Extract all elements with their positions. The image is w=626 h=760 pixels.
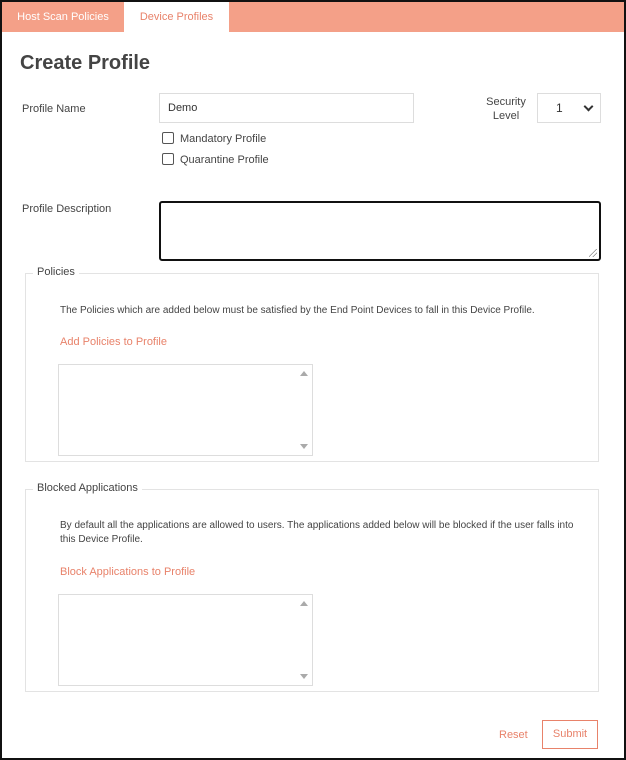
- policies-description: The Policies which are added below must be satisfied by the End Point Devices to fall in this Device Profile.: [60, 305, 535, 316]
- security-level-value: 1: [556, 101, 563, 115]
- block-applications-link[interactable]: Block Applications to Profile: [60, 566, 196, 578]
- security-level-label: Security Level: [486, 96, 526, 122]
- security-level-select[interactable]: [537, 93, 601, 123]
- mandatory-profile-label: Mandatory Profile: [180, 133, 267, 145]
- scroll-up-icon[interactable]: [300, 601, 308, 606]
- blocked-applications-listbox[interactable]: [58, 594, 313, 686]
- blocked-applications-section: [25, 482, 599, 692]
- page-title: Create Profile: [20, 52, 151, 74]
- quarantine-profile-row: [162, 153, 269, 167]
- chevron-down-icon: [584, 102, 594, 112]
- profile-name-label: Profile Name: [22, 103, 86, 115]
- blocked-applications-legend: Blocked Applications: [33, 482, 142, 494]
- policies-scrollbar[interactable]: [296, 365, 312, 455]
- mandatory-profile-checkbox[interactable]: [162, 132, 174, 144]
- submit-button[interactable]: Submit: [542, 720, 598, 749]
- reset-button[interactable]: Reset: [499, 729, 528, 741]
- add-policies-link[interactable]: Add Policies to Profile: [60, 336, 167, 348]
- mandatory-profile-row: [162, 132, 266, 146]
- tab-host-scan-policies[interactable]: Host Scan Policies: [17, 11, 109, 23]
- tab-bar: [2, 2, 624, 32]
- policies-section: [25, 266, 599, 462]
- policies-listbox[interactable]: [58, 364, 313, 456]
- profile-description-textarea[interactable]: [159, 201, 601, 261]
- policies-legend: Policies: [33, 266, 79, 278]
- quarantine-profile-label: Quarantine Profile: [180, 154, 269, 166]
- quarantine-profile-checkbox[interactable]: [162, 153, 174, 165]
- resize-grip-icon[interactable]: [589, 249, 597, 257]
- blocked-applications-scrollbar[interactable]: [296, 595, 312, 685]
- scroll-down-icon[interactable]: [300, 674, 308, 679]
- profile-description-label: Profile Description: [22, 203, 112, 215]
- profile-name-input[interactable]: [159, 93, 414, 123]
- scroll-up-icon[interactable]: [300, 371, 308, 376]
- scroll-down-icon[interactable]: [300, 444, 308, 449]
- tab-device-profiles[interactable]: Device Profiles: [124, 2, 229, 32]
- blocked-applications-description: By default all the applications are allowed to users. The applications added below will be blocked if the user falls into this Device Profile.: [60, 520, 574, 545]
